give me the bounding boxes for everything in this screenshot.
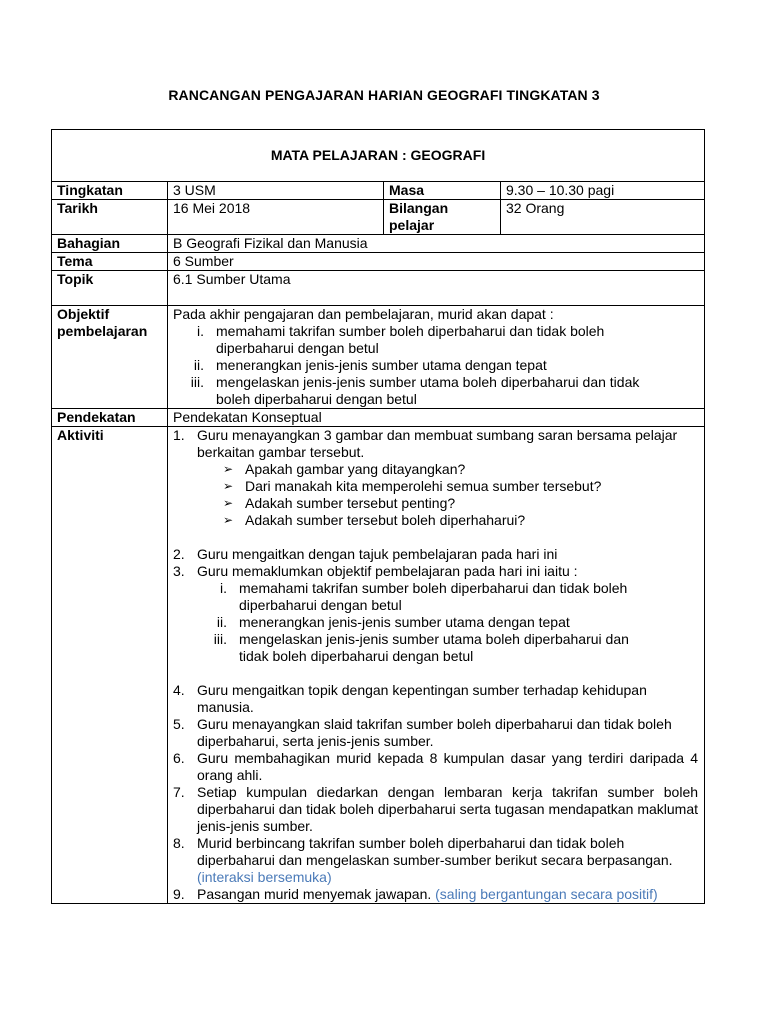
line: mengelaskan jenis-jenis sumber utama boleh diperbaharui dan tidak <box>216 374 640 390</box>
activity-note: (interaksi bersemuka) <box>197 869 332 885</box>
list-item <box>173 323 704 357</box>
label-objektif <box>52 306 168 409</box>
activity-text: Guru menayangkan 3 gambar dan membuat sumbang saran bersama pelajar berkaitan gambar tersebut. <box>197 427 678 460</box>
label-objektif-line1: Objektif <box>57 306 110 322</box>
list-item <box>173 580 704 614</box>
list-text: menerangkan jenis-jenis sumber utama dengan tepat <box>239 614 570 630</box>
activity-5 <box>173 716 704 750</box>
activity-text: Guru membahagikan murid kepada 8 kumpulan dasar yang terdiri daripada 4 orang ahli. <box>197 750 699 783</box>
list-item <box>173 478 704 495</box>
list-number: 7. <box>173 784 185 800</box>
activity-text: Guru menayangkan slaid takrifan sumber boleh diperbaharui dan tidak boleh diperbaharui, serta jenis-jenis sumber. <box>197 716 672 749</box>
list-number: 3. <box>173 563 185 579</box>
list-number: iii. <box>213 631 227 647</box>
activity-6 <box>173 750 704 784</box>
label-bahagian: Bahagian <box>52 235 168 253</box>
line: mengelaskan jenis-jenis sumber utama boleh diperbaharui dan <box>239 631 629 647</box>
list-number: 8. <box>173 835 185 851</box>
activity-text <box>197 835 704 886</box>
arrow-bullet-icon: ➢ <box>223 513 234 527</box>
row-topik <box>52 271 705 306</box>
activity-9 <box>173 886 704 903</box>
list-item <box>173 512 704 529</box>
question-text: Adakah sumber tersebut penting? <box>245 495 456 511</box>
label-bilangan-line2: pelajar <box>389 217 435 233</box>
arrow-bullet-icon: ➢ <box>223 496 234 510</box>
list-item <box>173 374 704 408</box>
arrow-bullet-icon: ➢ <box>223 479 234 493</box>
line: memahami takrifan sumber boleh diperbaharui dan tidak boleh <box>216 323 605 339</box>
list-item <box>173 495 704 512</box>
list-text: menerangkan jenis-jenis sumber utama dengan tepat <box>216 357 547 373</box>
activity-text: Guru mengaitkan topik dengan kepentingan sumber terhadap kehidupan manusia. <box>197 682 647 715</box>
activity-3 <box>173 563 704 580</box>
subject-header: MATA PELAJARAN : GEOGRAFI <box>52 130 705 182</box>
question-text: Apakah gambar yang ditayangkan? <box>245 461 466 477</box>
list-item <box>173 614 704 631</box>
list-text <box>239 631 629 665</box>
line: boleh diperbaharui dengan betul <box>216 391 417 407</box>
question-text: Adakah sumber tersebut boleh diperhaharui? <box>245 512 526 528</box>
activity-2 <box>173 546 704 563</box>
value-bilangan: 32 Orang <box>501 200 705 235</box>
objektif-list <box>173 323 704 408</box>
activity-8 <box>173 835 704 886</box>
subject-header-row <box>52 130 705 182</box>
list-text <box>239 580 627 614</box>
value-pendekatan: Pendekatan Konseptual <box>168 409 705 427</box>
value-tema: 6 Sumber <box>168 253 705 271</box>
label-tarikh: Tarikh <box>52 200 168 235</box>
activity-7 <box>173 784 704 835</box>
activity-1 <box>173 427 704 461</box>
label-tema: Tema <box>52 253 168 271</box>
row-tingkatan <box>52 182 705 200</box>
list-number: ii. <box>193 357 204 373</box>
label-topik: Topik <box>52 271 168 306</box>
arrow-bullet-icon: ➢ <box>223 462 234 476</box>
value-topik: 6.1 Sumber Utama <box>168 271 705 306</box>
question-text: Dari manakah kita memperolehi semua sumber tersebut? <box>245 478 602 494</box>
activity-main-text: Pasangan murid menyemak jawapan. <box>197 886 432 902</box>
row-pendekatan <box>52 409 705 427</box>
line: diperbaharui dengan betul <box>216 340 379 356</box>
line: memahami takrifan sumber boleh diperbaharui dan tidak boleh <box>239 580 628 596</box>
value-aktiviti <box>168 427 705 904</box>
list-number: i. <box>197 323 204 339</box>
activity-text: Guru mengaitkan dengan tajuk pembelajaran pada hari ini <box>197 546 558 562</box>
list-number: 2. <box>173 546 185 562</box>
list-item <box>173 357 704 374</box>
value-tingkatan: 3 USM <box>168 182 384 200</box>
activity-note: (saling bergantungan secara positif) <box>435 886 658 902</box>
list-number: 4. <box>173 682 185 698</box>
value-tarikh: 16 Mei 2018 <box>168 200 384 235</box>
list-number: iii. <box>190 374 204 390</box>
lesson-plan-table <box>51 129 705 904</box>
value-masa: 9.30 – 10.30 pagi <box>501 182 705 200</box>
list-number: 5. <box>173 716 185 732</box>
label-masa: Masa <box>384 182 501 200</box>
list-number: i. <box>220 580 227 596</box>
list-text <box>216 374 639 408</box>
activity-text <box>197 886 704 903</box>
label-bilangan <box>384 200 501 235</box>
value-bahagian: B Geografi Fizikal dan Manusia <box>168 235 705 253</box>
question-list <box>173 461 704 529</box>
spacer <box>173 529 704 546</box>
label-aktiviti: Aktiviti <box>52 427 168 904</box>
list-number: 9. <box>173 886 185 902</box>
activity-4 <box>173 682 704 716</box>
list-number: 6. <box>173 750 185 766</box>
row-bahagian <box>52 235 705 253</box>
label-pendekatan: Pendekatan <box>52 409 168 427</box>
list-text <box>216 323 604 357</box>
label-bilangan-line1: Bilangan <box>389 200 449 216</box>
row-aktiviti <box>52 427 705 904</box>
value-objektif <box>168 306 705 409</box>
row-objektif <box>52 306 705 409</box>
row-tema <box>52 253 705 271</box>
line: tidak boleh diperbaharui dengan betul <box>239 648 474 664</box>
objective-recap-list <box>173 580 704 665</box>
activity-text: Setiap kumpulan diedarkan dengan lembaran kerja takrifan sumber boleh diperbaharui dan tidak boleh diperbaharui serta tugasan mendapatkan maklumat jenis-jenis sumber. <box>197 784 699 834</box>
list-number: ii. <box>216 614 227 630</box>
activity-main-text: Murid berbincang takrifan sumber boleh diperbaharui dan tidak boleh diperbaharui dan mengelaskan sumber-sumber berikut secara berpasangan. <box>197 835 673 868</box>
label-tingkatan: Tingkatan <box>52 182 168 200</box>
spacer <box>173 665 704 682</box>
list-item <box>173 461 704 478</box>
label-objektif-line2: pembelajaran <box>57 323 148 339</box>
page-title: RANCANGAN PENGAJARAN HARIAN GEOGRAFI TINGKATAN 3 <box>168 87 600 103</box>
list-number: 1. <box>173 427 185 443</box>
list-item <box>173 631 704 665</box>
objektif-intro: Pada akhir pengajaran dan pembelajaran, murid akan dapat : <box>173 306 554 322</box>
activity-text: Guru memaklumkan objektif pembelajaran pada hari ini iaitu : <box>197 563 578 579</box>
line: diperbaharui dengan betul <box>239 597 402 613</box>
row-tarikh <box>52 200 705 235</box>
